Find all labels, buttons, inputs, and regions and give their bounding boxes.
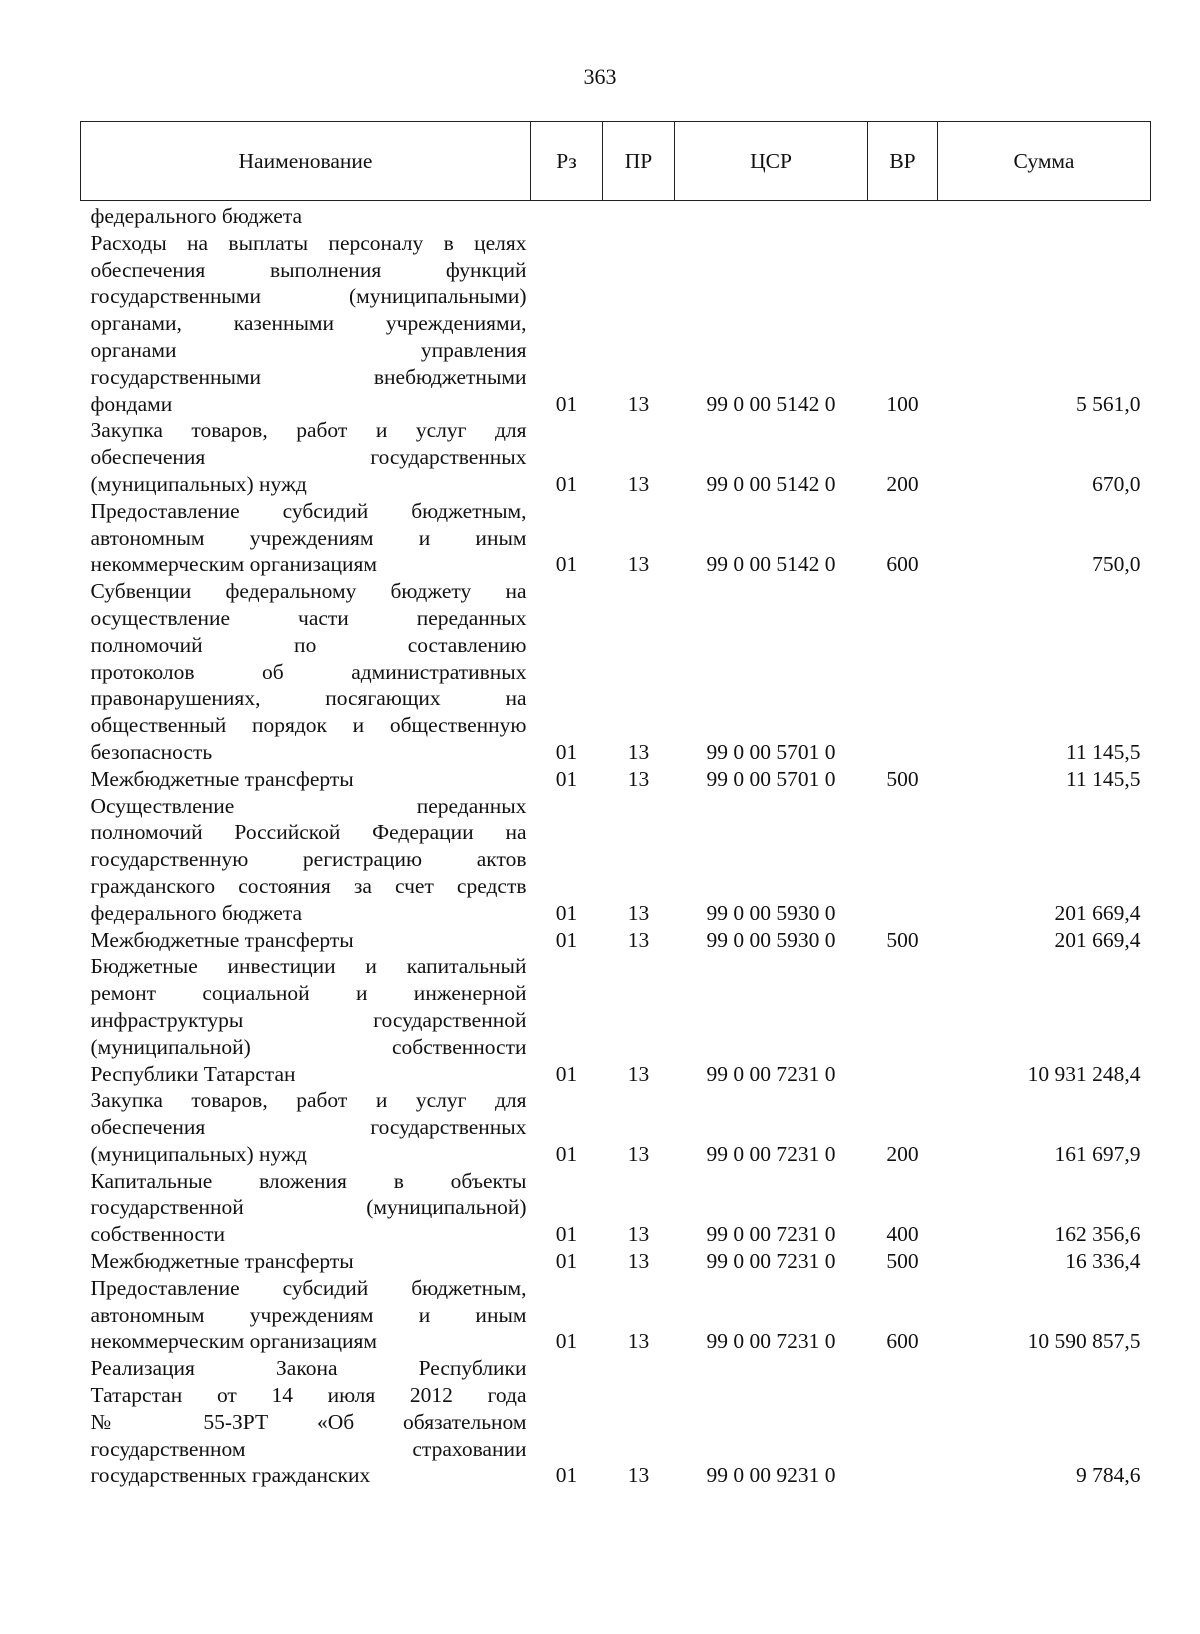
row-name-line: Предоставление субсидий бюджетным, xyxy=(90,1275,527,1300)
row-name xyxy=(81,766,531,793)
table-body xyxy=(81,201,1151,1490)
row-name-line: инфраструктуры государственной xyxy=(90,1007,527,1032)
table-row xyxy=(81,578,1151,766)
row-name-line: полномочий Российской Федерации на xyxy=(90,820,527,845)
row-name-line: гражданского состояния за счет средств xyxy=(90,873,527,898)
row-vr xyxy=(868,201,938,230)
row-vr: 500 xyxy=(886,1249,919,1274)
row-name-line: государственном страховании xyxy=(90,1436,527,1461)
table-row xyxy=(81,498,1151,578)
row-vr xyxy=(868,793,938,927)
row-rz: 01 xyxy=(555,1141,578,1166)
row-name xyxy=(81,1355,531,1489)
row-csr: 99 0 00 7231 0 xyxy=(706,1061,836,1086)
row-name-line: Межбюджетные трансферты xyxy=(90,766,354,791)
row-csr: 99 0 00 7231 0 xyxy=(706,1249,836,1274)
table-row xyxy=(81,927,1151,954)
table-row xyxy=(81,1168,1151,1248)
row-sum: 10 931 248,4 xyxy=(1027,1061,1141,1086)
row-name-line: общественный порядок и общественную xyxy=(90,713,527,738)
row-name xyxy=(81,953,531,1087)
row-name-line: Капитальные вложения в объекты xyxy=(90,1168,527,1193)
row-vr: 500 xyxy=(886,927,919,952)
row-name-line: государственных гражданских xyxy=(90,1463,371,1488)
row-rz: 01 xyxy=(555,766,578,791)
row-sum: 9 784,6 xyxy=(1076,1463,1141,1488)
table-row xyxy=(81,953,1151,1087)
row-name-line: обеспечения государственных xyxy=(90,445,527,470)
row-name-line: Межбюджетные трансферты xyxy=(90,1249,354,1274)
row-name-line: органами управления xyxy=(90,337,527,362)
row-rz: 01 xyxy=(555,391,578,416)
row-name-line: Расходы на выплаты персоналу в целях xyxy=(90,230,527,255)
row-name-line: собственности xyxy=(90,1222,225,1247)
row-sum: 162 356,6 xyxy=(1054,1222,1141,1247)
row-pr: 13 xyxy=(627,766,650,791)
table-row xyxy=(81,766,1151,793)
table-row xyxy=(81,793,1151,927)
row-vr: 400 xyxy=(886,1222,919,1247)
row-sum: 11 145,5 xyxy=(1066,739,1141,764)
row-name-line: обеспечения государственных xyxy=(90,1115,527,1140)
row-csr: 99 0 00 5930 0 xyxy=(706,900,836,925)
row-pr: 13 xyxy=(627,927,650,952)
row-name-line: (муниципальных) нужд xyxy=(90,471,307,496)
row-pr: 13 xyxy=(627,900,650,925)
row-pr: 13 xyxy=(627,1061,650,1086)
row-rz: 01 xyxy=(555,1329,578,1354)
row-pr: 13 xyxy=(627,552,650,577)
row-rz: 01 xyxy=(555,1463,578,1488)
row-csr: 99 0 00 5701 0 xyxy=(706,739,836,764)
row-vr xyxy=(868,578,938,766)
row-pr: 13 xyxy=(627,1463,650,1488)
header-sum: Сумма xyxy=(938,122,1151,201)
row-name-line: полномочий по составлению xyxy=(90,632,527,657)
row-name-line: фондами xyxy=(90,391,173,416)
row-pr: 13 xyxy=(627,1222,650,1247)
row-sum: 11 145,5 xyxy=(1066,766,1141,791)
row-csr: 99 0 00 7231 0 xyxy=(706,1141,836,1166)
row-name-line: автономным учреждениям и иным xyxy=(90,1302,527,1327)
row-name-line: федерального бюджета xyxy=(90,204,303,228)
row-rz: 01 xyxy=(555,1222,578,1247)
row-name-line: государственными внебюджетными xyxy=(90,364,527,389)
row-vr: 200 xyxy=(886,1141,919,1166)
row-csr: 99 0 00 5142 0 xyxy=(706,471,836,496)
row-name xyxy=(81,201,531,230)
row-name-line: государственными (муниципальными) xyxy=(90,284,527,309)
row-name-line: Субвенции федеральному бюджету на xyxy=(90,579,527,604)
header-csr: ЦСР xyxy=(675,122,868,201)
header-rz: Рз xyxy=(531,122,603,201)
table-row xyxy=(81,201,1151,230)
row-name-line: автономным учреждениям и иным xyxy=(90,525,527,550)
row-csr: 99 0 00 5142 0 xyxy=(706,391,836,416)
row-pr: 13 xyxy=(627,391,650,416)
row-sum: 201 669,4 xyxy=(1054,927,1141,952)
row-csr: 99 0 00 5701 0 xyxy=(706,766,836,791)
row-csr: 99 0 00 7231 0 xyxy=(706,1329,836,1354)
row-vr: 600 xyxy=(886,552,919,577)
row-vr: 200 xyxy=(886,471,919,496)
row-name-line: Бюджетные инвестиции и капитальный xyxy=(90,954,527,979)
row-name-line: Осуществление переданных xyxy=(90,793,527,818)
row-csr: 99 0 00 9231 0 xyxy=(706,1463,836,1488)
row-name-line: некоммерческим организациям xyxy=(90,1329,377,1354)
row-name-line: государственную регистрацию актов xyxy=(90,847,527,872)
table-row xyxy=(81,1248,1151,1275)
row-vr: 100 xyxy=(886,391,919,416)
row-sum: 5 561,0 xyxy=(1076,391,1141,416)
row-rz: 01 xyxy=(555,471,578,496)
row-pr: 13 xyxy=(627,471,650,496)
row-sum: 750,0 xyxy=(1092,552,1141,577)
row-name-line: Предоставление субсидий бюджетным, xyxy=(90,498,527,523)
row-sum: 16 336,4 xyxy=(1065,1249,1141,1274)
row-csr: 99 0 00 5142 0 xyxy=(706,552,836,577)
row-name-line: органами, казенными учреждениями, xyxy=(90,311,527,336)
row-sum: 670,0 xyxy=(1092,471,1141,496)
row-pr: 13 xyxy=(627,1329,650,1354)
row-name xyxy=(81,1087,531,1167)
row-vr xyxy=(868,1355,938,1489)
row-sum: 10 590 857,5 xyxy=(1027,1329,1141,1354)
row-rz: 01 xyxy=(555,1061,578,1086)
row-rz: 01 xyxy=(555,739,578,764)
row-name xyxy=(81,927,531,954)
row-vr: 500 xyxy=(886,766,919,791)
row-pr: 13 xyxy=(627,739,650,764)
table-row xyxy=(81,230,1151,418)
row-name-line: Реализация Закона Республики xyxy=(90,1356,527,1381)
row-sum: 161 697,9 xyxy=(1054,1141,1141,1166)
row-name xyxy=(81,498,531,578)
row-rz: 01 xyxy=(555,1249,578,1274)
budget-table xyxy=(80,121,1151,1489)
table-row xyxy=(81,1275,1151,1355)
row-pr: 13 xyxy=(627,1141,650,1166)
table-row xyxy=(81,1087,1151,1167)
header-pr: ПР xyxy=(603,122,675,201)
row-name-line: федерального бюджета xyxy=(90,900,303,925)
row-name-line: № 55-ЗРТ «Об обязательном xyxy=(90,1409,527,1434)
row-name-line: правонарушениях, посягающих на xyxy=(90,686,527,711)
row-name-line: (муниципальной) собственности xyxy=(90,1034,527,1059)
row-sum xyxy=(938,201,1151,230)
row-csr: 99 0 00 7231 0 xyxy=(706,1222,836,1247)
row-name xyxy=(81,793,531,927)
row-name-line: Татарстан от 14 июля 2012 года xyxy=(90,1383,527,1408)
row-name-line: (муниципальных) нужд xyxy=(90,1141,307,1166)
header-name: Наименование xyxy=(81,122,531,201)
row-name-line: обеспечения выполнения функций xyxy=(90,257,527,282)
row-name xyxy=(81,417,531,497)
row-name-line: осуществление части переданных xyxy=(90,605,527,630)
row-csr xyxy=(675,201,868,230)
row-rz xyxy=(531,201,603,230)
row-sum: 201 669,4 xyxy=(1054,900,1141,925)
page-number: 363 xyxy=(583,64,617,89)
row-pr xyxy=(603,201,675,230)
row-name-line: ремонт социальной и инженерной xyxy=(90,981,527,1006)
row-name xyxy=(81,1168,531,1248)
table-row xyxy=(81,417,1151,497)
row-name xyxy=(81,1248,531,1275)
row-name xyxy=(81,1275,531,1355)
header-vr: ВР xyxy=(868,122,938,201)
row-vr xyxy=(868,953,938,1087)
row-pr: 13 xyxy=(627,1249,650,1274)
row-name-line: государственной (муниципальной) xyxy=(90,1195,527,1220)
row-name-line: некоммерческим организациям xyxy=(90,552,377,577)
table-header xyxy=(81,122,1151,201)
row-name xyxy=(81,230,531,418)
row-name-line: Республики Татарстан xyxy=(90,1061,296,1086)
row-name-line: Межбюджетные трансферты xyxy=(90,927,354,952)
row-name-line: безопасность xyxy=(90,739,213,764)
row-rz: 01 xyxy=(555,927,578,952)
row-rz: 01 xyxy=(555,552,578,577)
row-name xyxy=(81,578,531,766)
row-csr: 99 0 00 5930 0 xyxy=(706,927,836,952)
row-vr: 600 xyxy=(886,1329,919,1354)
row-rz: 01 xyxy=(555,900,578,925)
table-row xyxy=(81,1355,1151,1489)
row-name-line: протоколов об административных xyxy=(90,659,527,684)
row-name-line: Закупка товаров, работ и услуг для xyxy=(90,418,527,443)
row-name-line: Закупка товаров, работ и услуг для xyxy=(90,1088,527,1113)
